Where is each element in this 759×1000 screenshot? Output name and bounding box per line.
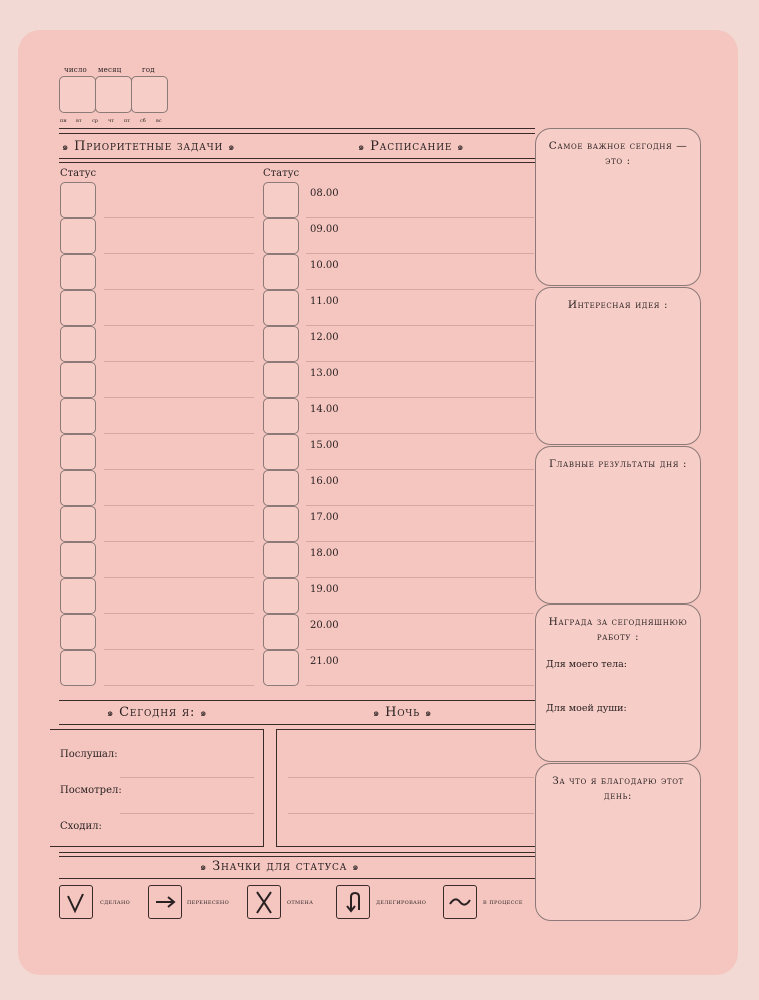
schedule-time: 16.00 bbox=[310, 476, 339, 487]
task-line[interactable] bbox=[104, 469, 254, 470]
schedule-status-box[interactable] bbox=[263, 218, 299, 254]
divider bbox=[59, 158, 535, 159]
divider bbox=[59, 700, 535, 701]
grateful-title: За что я благодарю этот день: bbox=[552, 775, 684, 802]
schedule-line[interactable] bbox=[306, 325, 534, 326]
schedule-line[interactable] bbox=[306, 649, 534, 650]
weekday-mon[interactable]: пн bbox=[60, 118, 67, 124]
schedule-time: 20.00 bbox=[310, 620, 339, 631]
swirl-icon: ๑ bbox=[424, 708, 433, 719]
schedule-line[interactable] bbox=[306, 433, 534, 434]
schedule-status-box[interactable] bbox=[263, 182, 299, 218]
task-line[interactable] bbox=[104, 325, 254, 326]
schedule-time: 10.00 bbox=[310, 260, 339, 271]
swirl-icon: ๑ bbox=[373, 708, 381, 719]
status-icons-heading bbox=[200, 859, 359, 875]
schedule-time: 17.00 bbox=[310, 512, 339, 523]
done-label: сделано bbox=[100, 898, 131, 906]
schedule-time: 11.00 bbox=[310, 296, 339, 307]
task-line[interactable] bbox=[104, 217, 254, 218]
task-line[interactable] bbox=[104, 613, 254, 614]
priority-tasks-title: Приоритетные задачи bbox=[74, 139, 224, 154]
schedule-heading bbox=[358, 139, 464, 155]
month-input[interactable] bbox=[95, 76, 132, 113]
schedule-time: 13.00 bbox=[310, 368, 339, 379]
task-line[interactable] bbox=[104, 397, 254, 398]
task-status-box[interactable] bbox=[60, 362, 96, 398]
schedule-time: 18.00 bbox=[310, 548, 339, 559]
divider bbox=[59, 162, 535, 163]
weekday-fri[interactable]: пт bbox=[124, 118, 131, 124]
schedule-time: 15.00 bbox=[310, 440, 339, 451]
schedule-line[interactable] bbox=[306, 361, 534, 362]
swirl-icon: ๑ bbox=[62, 142, 70, 153]
task-status-box[interactable] bbox=[60, 434, 96, 470]
task-line[interactable] bbox=[104, 541, 254, 542]
interesting-idea-title: Интересная идея : bbox=[567, 299, 669, 311]
schedule-line[interactable] bbox=[306, 253, 534, 254]
schedule-status-box[interactable] bbox=[263, 290, 299, 326]
weekday-wed[interactable]: ср bbox=[92, 118, 99, 124]
schedule-status-box[interactable] bbox=[263, 326, 299, 362]
schedule-status-box[interactable] bbox=[263, 362, 299, 398]
schedule-time: 19.00 bbox=[310, 584, 339, 595]
swirl-icon: ๑ bbox=[200, 862, 208, 873]
schedule-line[interactable] bbox=[306, 577, 534, 578]
priority-tasks-heading bbox=[62, 139, 235, 155]
return-arrow-icon bbox=[336, 885, 370, 919]
today-title: Сегодня я: bbox=[119, 705, 196, 720]
schedule-time: 08.00 bbox=[310, 188, 339, 199]
divider bbox=[59, 133, 535, 134]
task-line[interactable] bbox=[104, 253, 254, 254]
task-status-box[interactable] bbox=[60, 578, 96, 614]
weekday-sun[interactable]: вс bbox=[156, 118, 162, 124]
divider bbox=[59, 856, 535, 857]
divider bbox=[59, 878, 535, 879]
moved-label: перенесено bbox=[187, 898, 229, 906]
schedule-line[interactable] bbox=[306, 613, 534, 614]
night-heading bbox=[373, 705, 432, 721]
arrow-right-icon bbox=[148, 885, 182, 919]
write-line[interactable] bbox=[120, 777, 254, 778]
schedule-line[interactable] bbox=[306, 217, 534, 218]
day-input[interactable] bbox=[59, 76, 96, 113]
task-status-box[interactable] bbox=[60, 326, 96, 362]
schedule-line[interactable] bbox=[306, 469, 534, 470]
schedule-line[interactable] bbox=[306, 505, 534, 506]
divider bbox=[59, 128, 535, 129]
task-line[interactable] bbox=[104, 361, 254, 362]
swirl-icon: ๑ bbox=[228, 142, 236, 153]
cross-icon bbox=[247, 885, 281, 919]
task-status-box[interactable] bbox=[60, 254, 96, 290]
cancel-label: отмена bbox=[287, 898, 314, 906]
task-status-box[interactable] bbox=[60, 614, 96, 650]
schedule-time: 21.00 bbox=[310, 656, 339, 667]
schedule-status-box[interactable] bbox=[263, 614, 299, 650]
interesting-idea-card[interactable] bbox=[535, 287, 701, 445]
schedule-status-box[interactable] bbox=[263, 434, 299, 470]
schedule-line[interactable] bbox=[306, 397, 534, 398]
reward-soul-label: Для моей души: bbox=[546, 703, 627, 714]
task-status-box[interactable] bbox=[60, 542, 96, 578]
task-line[interactable] bbox=[104, 577, 254, 578]
divider bbox=[59, 724, 535, 725]
watched-label: Посмотрел: bbox=[60, 785, 122, 796]
schedule-line[interactable] bbox=[306, 685, 534, 686]
in-progress-label: в процессе bbox=[483, 898, 523, 906]
schedule-time: 09.00 bbox=[310, 224, 339, 235]
weekday-tue[interactable]: вт bbox=[76, 118, 82, 124]
schedule-time: 12.00 bbox=[310, 332, 339, 343]
reward-title: Награда за сегодняшнюю работу : bbox=[548, 616, 688, 643]
schedule-status-box[interactable] bbox=[263, 578, 299, 614]
listened-label: Послушал: bbox=[60, 749, 118, 760]
write-line[interactable] bbox=[288, 777, 534, 778]
status-icons-title: Значки для статуса bbox=[212, 859, 348, 874]
task-line[interactable] bbox=[104, 505, 254, 506]
main-results-card[interactable] bbox=[535, 446, 701, 604]
schedule-status-box[interactable] bbox=[263, 542, 299, 578]
task-status-label: Статус bbox=[60, 168, 97, 179]
grateful-card[interactable] bbox=[535, 763, 701, 921]
task-line[interactable] bbox=[104, 433, 254, 434]
schedule-status-label: Статус bbox=[263, 168, 300, 179]
weekday-thu[interactable]: чт bbox=[108, 118, 115, 124]
divider bbox=[59, 852, 535, 853]
weekday-sat[interactable]: сб bbox=[140, 118, 146, 124]
night-box[interactable] bbox=[276, 729, 535, 847]
main-results-title: Главные результаты дня : bbox=[548, 458, 688, 470]
task-status-box[interactable] bbox=[60, 218, 96, 254]
went-label: Сходил: bbox=[60, 821, 102, 832]
task-line[interactable] bbox=[104, 289, 254, 290]
schedule-status-box[interactable] bbox=[263, 470, 299, 506]
swirl-icon: ๑ bbox=[352, 862, 360, 873]
schedule-time: 14.00 bbox=[310, 404, 339, 415]
task-status-box[interactable] bbox=[60, 650, 96, 686]
schedule-status-box[interactable] bbox=[263, 254, 299, 290]
most-important-card[interactable] bbox=[535, 128, 701, 286]
write-line[interactable] bbox=[120, 813, 254, 814]
reward-card[interactable] bbox=[535, 604, 701, 762]
tilde-icon bbox=[443, 885, 477, 919]
night-title: Ночь bbox=[385, 705, 421, 720]
schedule-line[interactable] bbox=[306, 541, 534, 542]
reward-body-label: Для моего тела: bbox=[546, 659, 627, 670]
year-input[interactable] bbox=[131, 76, 168, 113]
task-line[interactable] bbox=[104, 649, 254, 650]
task-status-box[interactable] bbox=[60, 290, 96, 326]
checkmark-icon bbox=[59, 885, 93, 919]
schedule-status-box[interactable] bbox=[263, 398, 299, 434]
task-line[interactable] bbox=[104, 685, 254, 686]
most-important-title: Самое важное сегодня — это : bbox=[548, 140, 688, 167]
swirl-icon: ๑ bbox=[358, 142, 366, 153]
today-heading bbox=[107, 705, 207, 721]
task-status-box[interactable] bbox=[60, 506, 96, 542]
task-status-box[interactable] bbox=[60, 182, 96, 218]
swirl-icon: ๑ bbox=[457, 142, 465, 153]
schedule-title: Расписание bbox=[370, 139, 453, 154]
schedule-status-box[interactable] bbox=[263, 650, 299, 686]
schedule-status-box[interactable] bbox=[263, 506, 299, 542]
task-status-box[interactable] bbox=[60, 470, 96, 506]
swirl-icon: ๑ bbox=[200, 708, 208, 719]
delegated-label: делегировано bbox=[376, 898, 427, 906]
month-label: месяц bbox=[98, 66, 122, 74]
year-label: год bbox=[142, 66, 155, 74]
swirl-icon: ๑ bbox=[107, 708, 115, 719]
write-line[interactable] bbox=[288, 813, 534, 814]
task-status-box[interactable] bbox=[60, 398, 96, 434]
schedule-line[interactable] bbox=[306, 289, 534, 290]
day-label: число bbox=[64, 66, 87, 74]
